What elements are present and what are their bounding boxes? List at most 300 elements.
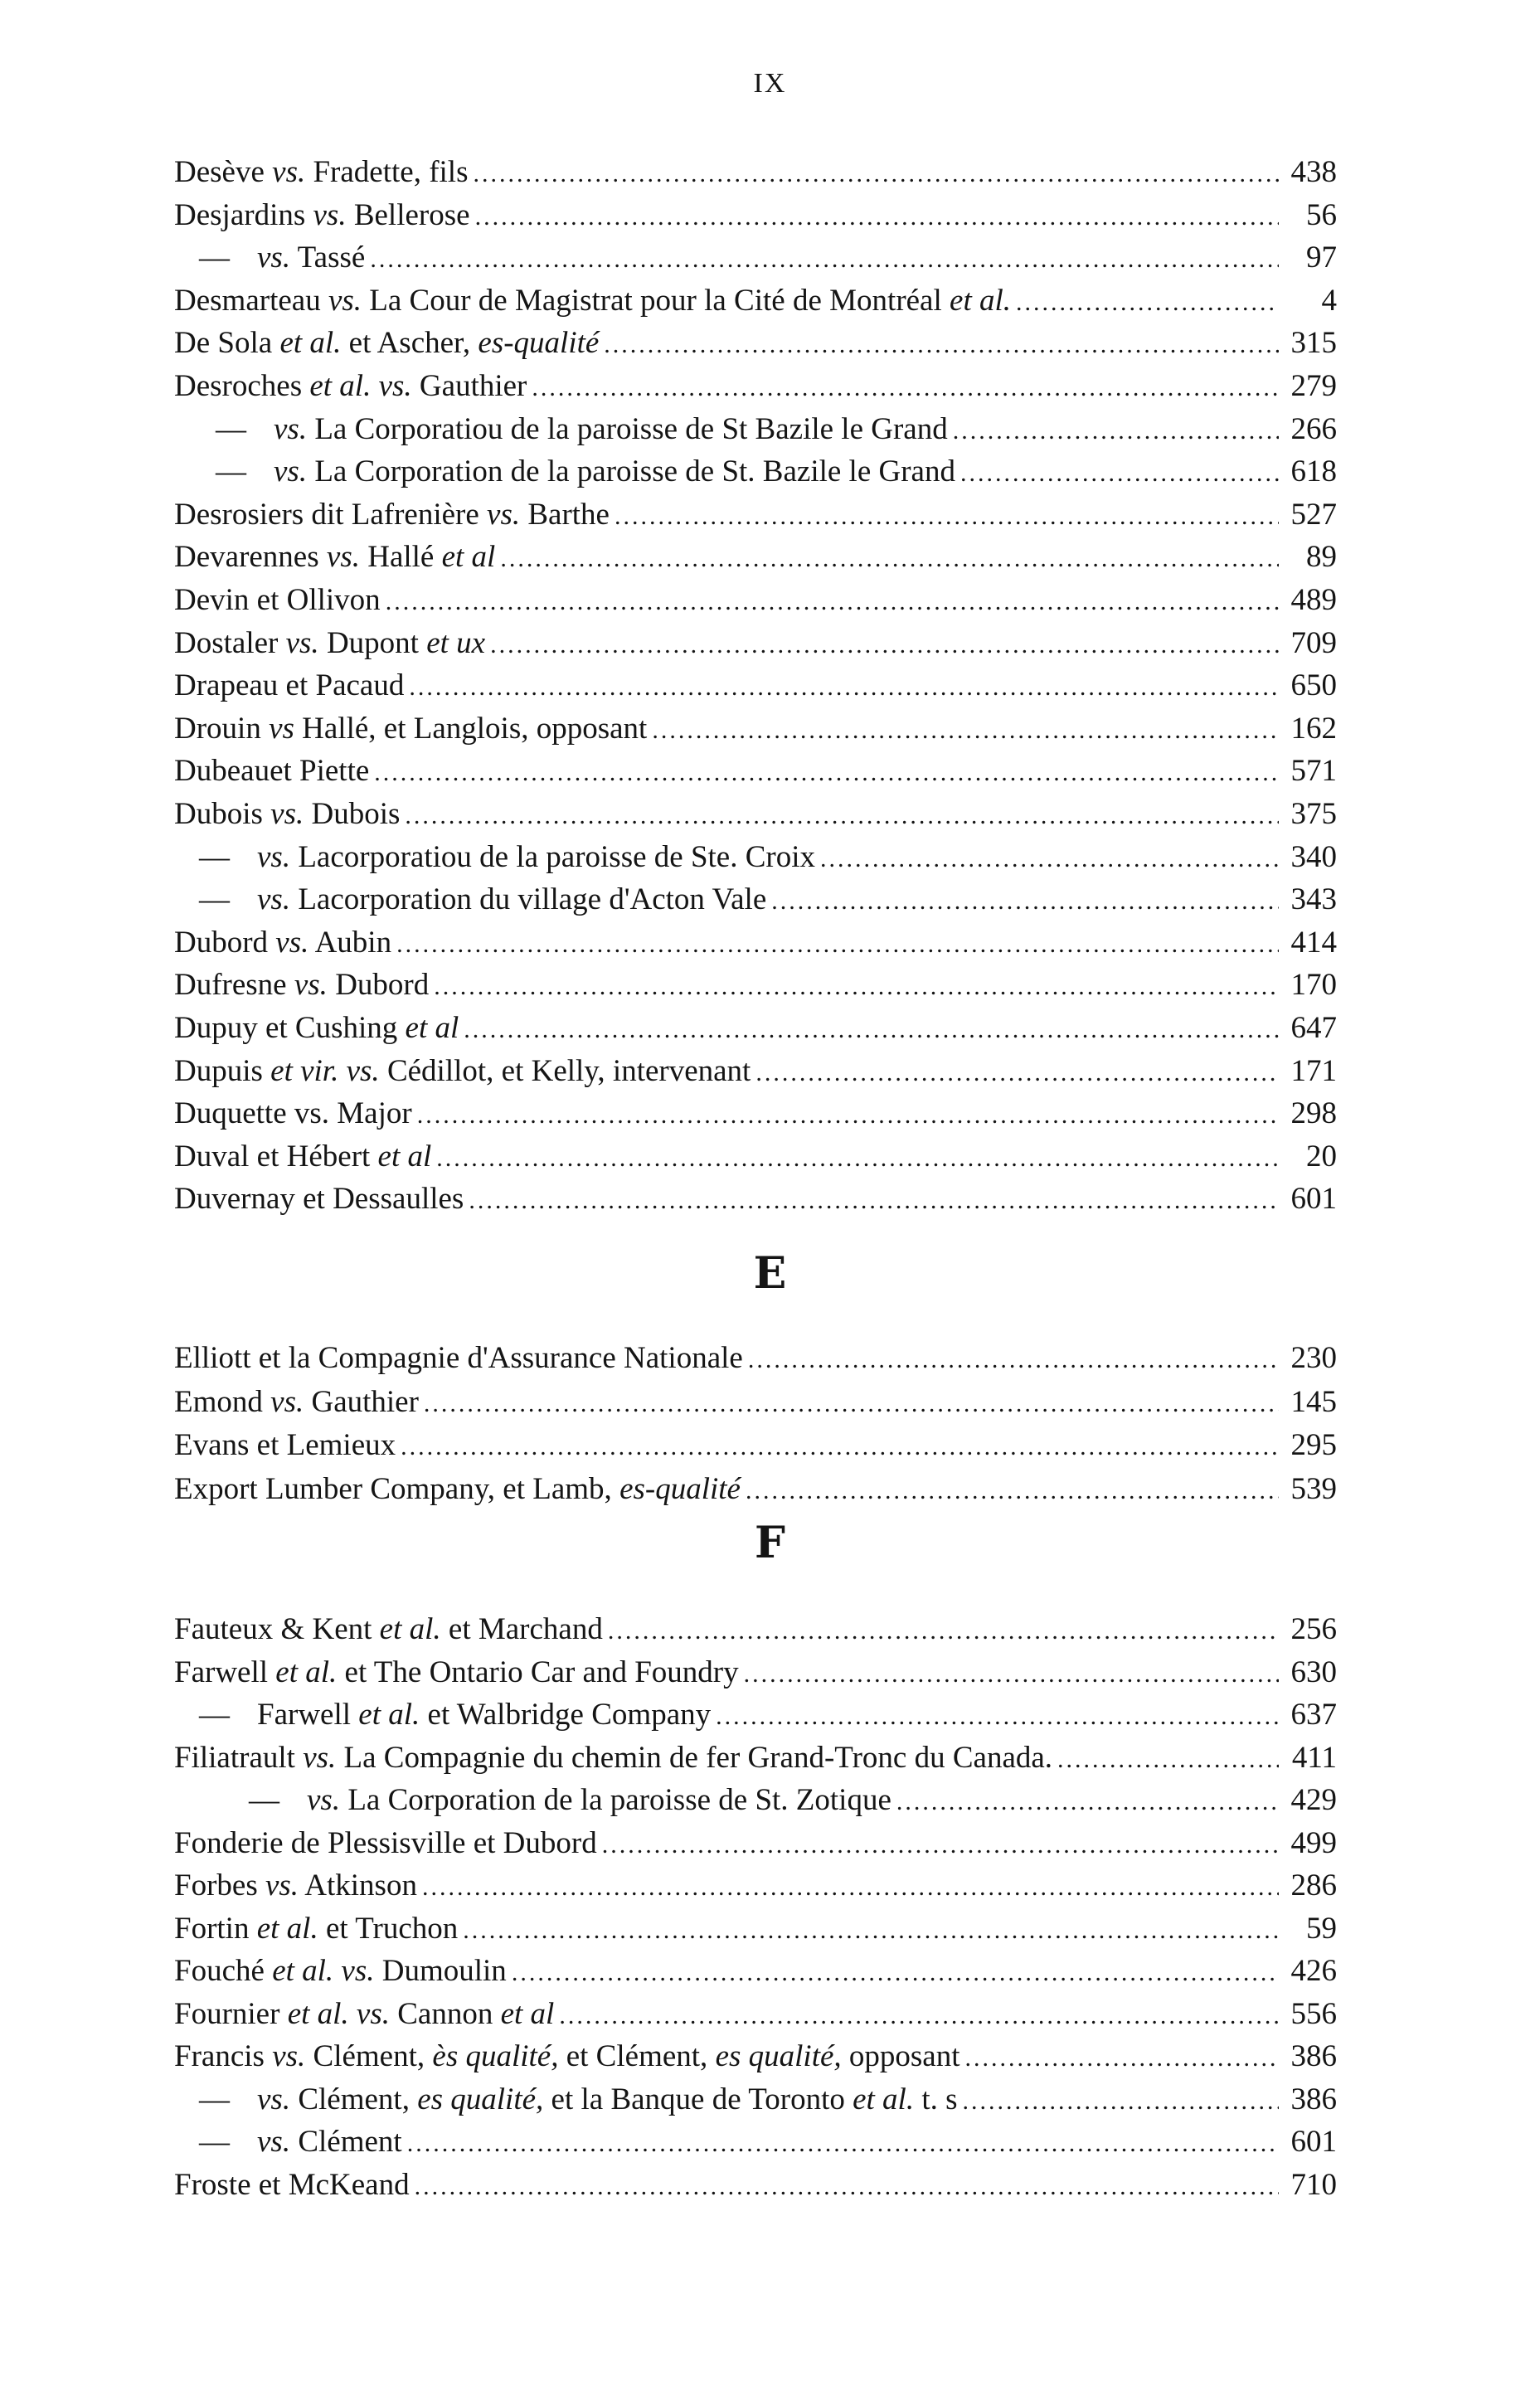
dot-leader — [424, 1385, 1279, 1423]
index-entry — [174, 881, 1337, 921]
entry-italic-text: et al. — [275, 1655, 338, 1689]
entry-label — [174, 752, 369, 790]
ditto-dash: — — [216, 454, 246, 489]
entry-text: Cannon — [390, 1996, 501, 2031]
dot-leader — [512, 1954, 1279, 1992]
entry-page-number: 343 — [1290, 882, 1337, 917]
entry-label — [174, 453, 955, 491]
dot-leader — [820, 840, 1279, 878]
entry-text: Desrosiers dit Lafrenière — [174, 497, 488, 532]
entry-italic-text: et al. — [379, 1612, 441, 1646]
index-entry — [174, 1009, 1337, 1049]
section-heading: F — [755, 1518, 785, 1568]
entry-label — [174, 667, 404, 705]
index-entry — [174, 795, 1337, 835]
entry-label — [174, 924, 391, 962]
entry-italic-text: et al. — [272, 1954, 334, 1988]
entry-text: Dubord — [327, 968, 430, 1003]
entry-text: Dostaler — [174, 625, 286, 660]
index-entry — [174, 153, 1337, 193]
entry-text: Farwell — [257, 1698, 359, 1732]
entry-text: Farwell — [174, 1655, 276, 1689]
entry-italic-text: et al. — [853, 2082, 915, 2116]
entry-italic-text: vs. — [265, 1868, 299, 1902]
ditto-dash: — — [199, 241, 230, 275]
entry-page-number: 145 — [1290, 1384, 1337, 1419]
index-entry — [174, 581, 1337, 621]
entry-page-number: 637 — [1290, 1698, 1337, 1732]
entry-text: Gauthier — [304, 1384, 419, 1419]
entry-italic-text: vs. — [272, 2039, 306, 2073]
dot-leader — [475, 198, 1279, 236]
entry-page-number: 20 — [1306, 1139, 1337, 1173]
dot-leader — [409, 668, 1279, 707]
entry-text: Drapeau et Pacaud — [174, 668, 405, 703]
entry-italic-text: es-qualité — [619, 1471, 741, 1506]
entry-italic-text: et ux — [426, 625, 486, 660]
dot-leader — [434, 968, 1279, 1006]
entry-label — [174, 1470, 741, 1509]
entry-label — [174, 1781, 891, 1820]
entry-label — [174, 1009, 459, 1047]
index-entry — [174, 411, 1337, 450]
entry-text: La Cour de Magistrat pour la Cité de Montréal — [362, 283, 950, 318]
index-entry — [174, 1426, 1337, 1466]
entry-page-number: 438 — [1290, 155, 1337, 189]
dot-leader — [896, 1783, 1279, 1821]
index-entry — [174, 1470, 1337, 1510]
dot-leader — [469, 1182, 1279, 1220]
entry-text: Devarennes — [174, 540, 327, 575]
dot-leader — [417, 1096, 1279, 1135]
entry-text: Desève — [174, 155, 273, 189]
entry-text: Fradette, fils — [305, 155, 469, 189]
entry-label — [174, 1383, 419, 1421]
dot-leader — [463, 1912, 1279, 1950]
entry-text: Hallé — [359, 540, 442, 575]
entry-text: et la Banque de Toronto — [543, 2082, 853, 2116]
entry-label — [174, 2038, 960, 2076]
entry-text: Duvernay et Dessaulles — [174, 1182, 464, 1217]
index-entry — [174, 1696, 1337, 1736]
entry-text: Clément, — [305, 2039, 433, 2073]
entry-label — [174, 2123, 402, 2161]
index-entry — [174, 2166, 1337, 2206]
index-entry — [174, 1867, 1337, 1907]
dot-leader — [473, 155, 1279, 193]
entry-text: Lacorporation du village d'Acton Vale — [290, 882, 767, 917]
entry-page-number: 386 — [1290, 2039, 1337, 2073]
entry-text: Dupuy et Cushing — [174, 1011, 406, 1045]
entry-label — [174, 1611, 603, 1649]
entry-italic-text: vs. — [326, 540, 360, 575]
entry-page-number: 630 — [1290, 1655, 1337, 1689]
index-entry — [174, 667, 1337, 707]
entry-text: Clément — [290, 2125, 402, 2159]
dot-leader — [396, 926, 1279, 964]
entry-text: La Corporation de la paroisse de St. Bazile le Grand — [307, 454, 955, 489]
entry-text: La Corporatiou de la paroisse de St Bazile le Grand — [307, 411, 948, 446]
entry-text: Froste et McKeand — [174, 2167, 410, 2202]
entry-italic-text: et al. — [279, 326, 342, 361]
entry-text: Dupont — [318, 625, 427, 660]
entry-italic-text: vs. — [257, 2082, 291, 2116]
entry-italic-text: vs. — [272, 155, 306, 189]
entry-text: Duquette vs. Major — [174, 1096, 412, 1131]
entry-label — [174, 324, 599, 362]
ditto-dash: — — [199, 882, 230, 917]
entry-text: Clément, — [290, 2082, 418, 2116]
entry-page-number: 230 — [1290, 1341, 1337, 1375]
entry-page-number: 386 — [1290, 2082, 1337, 2116]
entry-text: Aubin — [308, 925, 392, 960]
entry-label — [174, 710, 647, 748]
entry-label — [174, 1180, 464, 1218]
index-entry — [174, 838, 1337, 878]
entry-italic-text: ès qualité, — [432, 2039, 559, 2073]
entry-page-number: 618 — [1290, 454, 1337, 489]
index-entry — [174, 1138, 1337, 1178]
entry-label — [174, 411, 948, 449]
entry-text: Atkinson — [299, 1868, 417, 1902]
entry-italic-text: vs. — [487, 497, 521, 532]
entry-label — [174, 239, 365, 277]
entry-page-number: 56 — [1306, 197, 1337, 232]
entry-italic-text: es qualité, — [715, 2039, 842, 2073]
dot-leader — [500, 540, 1279, 578]
dot-leader — [716, 1698, 1279, 1736]
entry-label — [174, 1952, 507, 1990]
entry-text: et Clément, — [558, 2039, 716, 2073]
entry-label — [174, 966, 429, 1004]
index-entry — [174, 538, 1337, 578]
index-entry — [174, 453, 1337, 493]
entry-italic-text: vs. — [257, 241, 291, 275]
entry-label — [174, 1867, 417, 1905]
entry-text: Hallé, et Langlois, opposant — [294, 711, 648, 746]
entry-text: Desjardins — [174, 197, 313, 232]
dot-leader — [436, 1139, 1279, 1178]
entry-italic-text: vs. — [294, 968, 328, 1003]
dot-leader — [604, 326, 1279, 364]
entry-text: Dufresne — [174, 968, 294, 1003]
entry-text: Gauthier — [411, 369, 527, 403]
entry-label — [174, 838, 815, 877]
entry-text: Dupuis — [174, 1053, 271, 1088]
dot-leader — [953, 412, 1279, 450]
entry-page-number: 601 — [1290, 1182, 1337, 1217]
entry-italic-text: vs. — [328, 283, 362, 318]
dot-leader — [615, 498, 1279, 536]
entry-label — [174, 2166, 410, 2204]
entry-page-number: 601 — [1290, 2125, 1337, 2159]
entry-text: La Compagnie du chemin de fer Grand-Tronc du Canada. — [336, 1740, 1053, 1775]
index-entry — [174, 1910, 1337, 1950]
entry-label — [174, 1910, 458, 1948]
dot-leader — [374, 754, 1279, 792]
entry-page-number: 97 — [1306, 241, 1337, 275]
entry-page-number: 375 — [1290, 797, 1337, 831]
entry-italic-text: vs. — [257, 882, 291, 917]
entry-page-number: 499 — [1290, 1825, 1337, 1860]
entry-italic-text: vs. — [274, 411, 308, 446]
index-entry — [174, 1383, 1337, 1423]
dot-leader — [960, 454, 1279, 493]
entry-text: Duval et Hébert — [174, 1139, 378, 1173]
entry-label — [174, 1095, 412, 1133]
entry-page-number: 89 — [1306, 540, 1337, 575]
entry-page-number: 340 — [1290, 839, 1337, 874]
dot-leader — [608, 1612, 1279, 1650]
entry-italic-text: et vir. — [270, 1053, 339, 1088]
dot-leader — [407, 2125, 1279, 2163]
ditto-dash: — — [249, 1783, 279, 1817]
entry-italic-text: vs. — [307, 1783, 341, 1817]
entry-page-number: 59 — [1306, 1911, 1337, 1946]
entry-italic-text: et al — [405, 1011, 459, 1045]
entry-italic-text: vs. — [346, 1053, 380, 1088]
entry-italic-text: et al. — [309, 369, 372, 403]
index-entry — [174, 1952, 1337, 1992]
ditto-dash: — — [199, 2125, 230, 2159]
entry-label — [174, 1825, 597, 1863]
entry-text: et Truchon — [318, 1911, 459, 1946]
entry-text: Devin et Ollivon — [174, 583, 381, 617]
entry-text: et Marchand — [440, 1612, 603, 1646]
entry-italic-text: et al — [377, 1139, 432, 1173]
entry-text: Evans et Lemieux — [174, 1428, 396, 1462]
section-heading: E — [753, 1248, 787, 1299]
index-entry — [174, 1180, 1337, 1220]
entry-text: Emond — [174, 1384, 271, 1419]
entry-italic-text: vs. — [270, 1384, 304, 1419]
entry-label — [174, 1426, 396, 1465]
entry-text: et Walbridge Company — [420, 1698, 712, 1732]
entry-italic-text: vs. — [313, 197, 347, 232]
entry-label — [174, 2081, 958, 2119]
entry-label — [174, 538, 495, 576]
entry-italic-text: vs. — [257, 839, 291, 874]
entry-text: Francis — [174, 2039, 273, 2073]
entry-page-number: 266 — [1290, 411, 1337, 446]
index-entry — [174, 1739, 1337, 1779]
index-entry — [174, 1995, 1337, 2035]
entry-text: t. s — [914, 2082, 958, 2116]
entry-italic-text: vs. — [303, 1740, 337, 1775]
index-entry — [174, 324, 1337, 364]
entry-page-number: 647 — [1290, 1011, 1337, 1045]
index-entry — [174, 1052, 1337, 1092]
index-entry — [174, 496, 1337, 536]
entry-text: Fortin — [174, 1911, 257, 1946]
index-entry — [174, 1095, 1337, 1135]
entry-label — [174, 581, 381, 620]
entry-page-number: 295 — [1290, 1428, 1337, 1462]
ditto-dash: — — [199, 839, 230, 874]
entry-page-number: 539 — [1290, 1471, 1337, 1506]
entry-page-number: 171 — [1290, 1053, 1337, 1088]
entry-text: Barthe — [520, 497, 610, 532]
index-entry — [174, 710, 1337, 750]
entry-text: Lacorporatiou de la paroisse de Ste. Croix — [290, 839, 815, 874]
entry-page-number: 426 — [1290, 1954, 1337, 1988]
entry-text: La Corporation de la paroisse de St. Zotique — [340, 1783, 891, 1817]
entry-text: Dubord — [174, 925, 276, 960]
index-entry — [174, 1781, 1337, 1821]
index-entry — [174, 1654, 1337, 1693]
entry-text: Cédillot, et Kelly, intervenant — [379, 1053, 751, 1088]
dot-leader — [771, 882, 1279, 921]
dot-leader — [963, 2082, 1279, 2121]
entry-page-number: 411 — [1291, 1740, 1337, 1775]
entry-page-number: 298 — [1290, 1096, 1337, 1131]
entry-page-number: 286 — [1290, 1868, 1337, 1902]
dot-leader — [965, 2039, 1279, 2077]
entry-page-number: 527 — [1290, 497, 1337, 532]
entry-text: Filiatrault — [174, 1740, 304, 1775]
dot-leader — [602, 1826, 1279, 1864]
dot-leader — [559, 1997, 1279, 2035]
entry-italic-text: et al. — [358, 1698, 420, 1732]
entry-italic-text: vs. — [285, 625, 319, 660]
index-entry — [174, 367, 1337, 407]
entry-italic-text: es-qualité — [478, 326, 600, 361]
index-entry — [174, 2123, 1337, 2163]
entry-label — [174, 1696, 711, 1734]
entry-italic-text: vs. — [275, 925, 309, 960]
entry-italic-text: vs — [269, 711, 294, 746]
entry-text: Dumoulin — [374, 1954, 507, 1988]
entry-text: opposant — [841, 2039, 960, 2073]
entry-italic-text: es qualité, — [417, 2082, 544, 2116]
entry-italic-text: et al — [500, 1996, 555, 2031]
entry-label — [174, 1052, 751, 1091]
index-entry — [174, 752, 1337, 792]
entry-italic-text: vs. — [356, 1996, 390, 2031]
dot-leader — [748, 1341, 1279, 1379]
index-entry — [174, 924, 1337, 964]
entry-text: Dubois — [174, 797, 271, 831]
index-entry — [174, 282, 1337, 322]
entry-page-number: 4 — [1321, 283, 1337, 318]
entry-text: Dubeauet Piette — [174, 754, 370, 789]
entry-text: Bellerose — [346, 197, 470, 232]
entry-text: Fauteux & Kent — [174, 1612, 380, 1646]
dot-leader — [744, 1655, 1279, 1693]
entry-italic-text: vs. — [270, 797, 304, 831]
entry-label — [174, 881, 766, 919]
entry-text: Dubois — [304, 797, 401, 831]
entry-italic-text: vs. — [257, 2125, 291, 2159]
dot-leader — [386, 583, 1279, 621]
dot-leader — [422, 1868, 1279, 1907]
dot-leader — [1016, 284, 1279, 322]
entry-italic-text: vs. — [341, 1954, 375, 1988]
entry-page-number: 556 — [1290, 1996, 1337, 2031]
index-entry — [174, 1339, 1337, 1379]
index-entry — [174, 2081, 1337, 2121]
entry-text: Fonderie de Plessisville et Dubord — [174, 1825, 597, 1860]
entry-label — [174, 795, 400, 833]
entry-text: Fournier — [174, 1996, 288, 2031]
entry-page-number: 279 — [1290, 369, 1337, 403]
entry-page-number: 162 — [1290, 711, 1337, 746]
entry-page-number: 170 — [1290, 968, 1337, 1003]
entry-text: Forbes — [174, 1868, 265, 1902]
dot-leader — [532, 369, 1279, 407]
entry-page-number: 315 — [1290, 326, 1337, 361]
entry-label — [174, 624, 485, 663]
entry-italic-text: vs. — [274, 454, 308, 489]
entry-text: De Sola — [174, 326, 280, 361]
entry-label — [174, 1138, 431, 1176]
entry-label — [174, 1654, 739, 1692]
dot-leader — [370, 241, 1279, 279]
dot-leader — [464, 1011, 1279, 1049]
dot-leader — [746, 1472, 1279, 1510]
entry-page-number: 650 — [1290, 668, 1337, 703]
dot-leader — [401, 1428, 1279, 1466]
entry-text — [338, 1054, 346, 1088]
index-entry — [174, 1825, 1337, 1864]
dot-leader — [755, 1054, 1279, 1092]
entry-text — [349, 1997, 357, 2031]
entry-text — [371, 369, 378, 403]
dot-leader — [490, 626, 1279, 664]
dot-leader — [415, 2168, 1279, 2206]
entry-text: Fouché — [174, 1954, 273, 1988]
entry-label — [174, 282, 1011, 320]
entry-label — [174, 496, 610, 534]
dot-leader — [1057, 1741, 1279, 1779]
entry-label — [174, 1739, 1052, 1777]
entry-page-number: 429 — [1290, 1783, 1337, 1817]
dot-leader — [405, 797, 1279, 835]
entry-italic-text: et al. — [950, 283, 1011, 318]
entry-text: Elliott et la Compagnie d'Assurance Nationale — [174, 1341, 743, 1375]
entry-page-number: 414 — [1290, 925, 1337, 960]
index-entry — [174, 239, 1337, 279]
entry-page-number: 571 — [1290, 754, 1337, 789]
index-entry — [174, 1611, 1337, 1650]
index-entry — [174, 624, 1337, 664]
entry-text: et Ascher, — [341, 326, 479, 361]
entry-label — [174, 367, 527, 406]
entry-page-number: 489 — [1290, 583, 1337, 617]
ditto-dash: — — [216, 411, 246, 446]
entry-italic-text: et al. — [287, 1996, 349, 2031]
entry-text: Tassé — [290, 241, 366, 275]
index-entry — [174, 966, 1337, 1006]
entry-text: Drouin — [174, 711, 270, 746]
entry-text: Desroches — [174, 369, 310, 403]
entry-page-number: 256 — [1290, 1612, 1337, 1646]
entry-text: et The Ontario Car and Foundry — [337, 1655, 739, 1689]
index-entry — [174, 2038, 1337, 2077]
entry-italic-text: et al. — [256, 1911, 318, 1946]
ditto-dash: — — [199, 2082, 230, 2116]
entry-page-number: 710 — [1290, 2167, 1337, 2202]
entry-label — [174, 1995, 554, 2034]
entry-text: Desmarteau — [174, 283, 328, 318]
dot-leader — [652, 712, 1279, 750]
entry-label — [174, 1339, 743, 1378]
entry-label — [174, 153, 468, 192]
ditto-dash: — — [199, 1698, 230, 1732]
index-entry — [174, 197, 1337, 236]
entry-label — [174, 197, 470, 235]
entry-italic-text: vs. — [378, 369, 412, 403]
